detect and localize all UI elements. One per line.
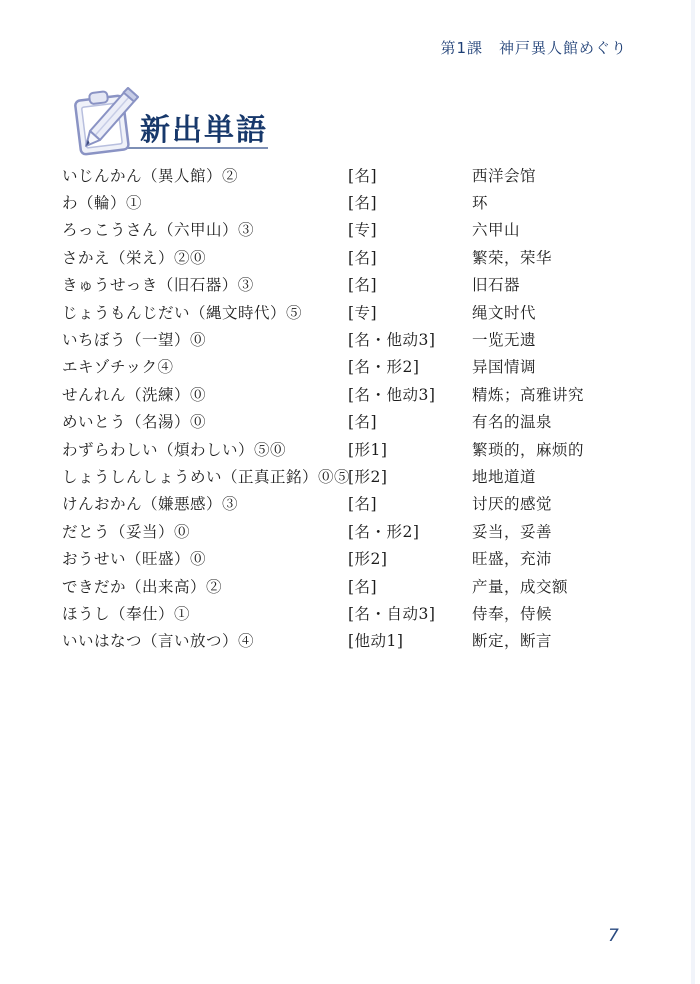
vocab-meaning: 异国情调 — [472, 358, 537, 377]
vocab-meaning: 产量，成交额 — [472, 577, 569, 596]
vocab-meaning: 旧石器 — [472, 276, 521, 295]
vocab-row — [62, 490, 645, 517]
vocab-meaning: 讨厌的感觉 — [472, 495, 553, 514]
vocab-meaning: 侍奉，侍候 — [472, 604, 553, 623]
vocab-row — [62, 599, 645, 626]
vocab-meaning: 一览无遗 — [472, 331, 537, 350]
vocab-word: エキゾチック④ — [62, 358, 174, 377]
page-number: 7 — [608, 926, 619, 946]
clipboard-pencil-icon — [62, 86, 144, 162]
vocab-word: ろっこうさん（六甲山）③ — [62, 221, 255, 240]
vocab-row — [62, 435, 645, 462]
vocab-pos: [名] — [348, 248, 378, 267]
section-title-block — [62, 86, 282, 161]
vocab-meaning: 西洋会馆 — [472, 166, 537, 185]
vocab-row — [62, 572, 645, 599]
vocab-row — [62, 325, 645, 352]
vocab-list — [62, 161, 645, 654]
vocab-pos: [名] — [348, 577, 378, 596]
vocab-row — [62, 216, 645, 243]
vocab-meaning: 妥当，妥善 — [472, 522, 553, 541]
vocab-row — [62, 271, 645, 298]
vocab-row — [62, 544, 645, 571]
lesson-header: 第1課 神戸異人館めぐり — [440, 39, 627, 57]
vocab-word: いいはなつ（言い放つ）④ — [62, 632, 255, 651]
vocab-word: しょうしんしょうめい（正真正銘）⓪⑤ — [62, 467, 351, 486]
page-edge-tint — [691, 0, 695, 984]
vocab-meaning: 精炼；高雅讲究 — [472, 385, 585, 404]
vocab-row — [62, 188, 645, 215]
vocab-pos: [名] — [348, 194, 378, 213]
vocab-pos: [他动1] — [348, 632, 404, 651]
vocab-word: めいとう（名湯）⓪ — [62, 413, 207, 432]
vocab-word: さかえ（栄え）②⓪ — [62, 248, 207, 267]
vocab-meaning: 繁荣，荣华 — [472, 248, 553, 267]
vocab-pos: [专] — [348, 221, 378, 240]
vocab-row — [62, 161, 645, 188]
vocab-pos: [名] — [348, 495, 378, 514]
vocab-row — [62, 380, 645, 407]
vocab-pos: [形1] — [348, 440, 388, 459]
vocab-pos: [名・自动3] — [348, 604, 436, 623]
vocab-pos: [名] — [348, 166, 378, 185]
vocab-word: おうせい（旺盛）⓪ — [62, 550, 207, 569]
vocab-word: わ（輪）① — [62, 194, 143, 213]
vocab-pos: [名・他动3] — [348, 385, 436, 404]
vocab-word: わずらわしい（煩わしい）⑤⓪ — [62, 440, 287, 459]
vocab-pos: [名・形2] — [348, 522, 420, 541]
vocab-word: ほうし（奉仕）① — [62, 604, 191, 623]
vocab-row — [62, 243, 645, 270]
vocab-word: じょうもんじだい（縄文時代）⑤ — [62, 303, 303, 322]
vocab-pos: [名・形2] — [348, 358, 420, 377]
vocab-row — [62, 408, 645, 435]
vocab-meaning: 断定，断言 — [472, 632, 553, 651]
vocab-meaning: 地地道道 — [472, 467, 537, 486]
vocab-row — [62, 627, 645, 654]
vocab-pos: [名・他动3] — [348, 331, 436, 350]
vocab-pos: [专] — [348, 303, 378, 322]
vocab-pos: [形2] — [348, 550, 388, 569]
vocab-meaning: 有名的温泉 — [472, 413, 553, 432]
vocab-word: できだか（出来高）② — [62, 577, 223, 596]
vocab-row — [62, 462, 645, 489]
vocab-meaning: 环 — [472, 194, 489, 213]
vocab-meaning: 繁琐的，麻烦的 — [472, 440, 585, 459]
vocab-word: きゅうせっき（旧石器）③ — [62, 276, 254, 295]
vocab-word: けんおかん（嫌悪感）③ — [62, 495, 239, 514]
vocab-pos: [名] — [348, 413, 378, 432]
vocab-word: せんれん（洗練）⓪ — [62, 385, 207, 404]
vocab-word: いじんかん（異人館）② — [62, 166, 239, 185]
vocab-meaning: 绳文时代 — [472, 303, 537, 322]
vocab-meaning: 旺盛，充沛 — [472, 550, 553, 569]
vocab-row — [62, 298, 645, 325]
vocab-row — [62, 353, 645, 380]
vocab-meaning: 六甲山 — [472, 221, 521, 240]
vocab-word: だとう（妥当）⓪ — [62, 522, 191, 541]
vocab-pos: [名] — [348, 276, 378, 295]
vocab-row — [62, 517, 645, 544]
vocab-pos: [形2] — [348, 467, 388, 486]
vocab-word: いちぼう（一望）⓪ — [62, 331, 207, 350]
section-title: 新出単語 — [140, 113, 268, 148]
